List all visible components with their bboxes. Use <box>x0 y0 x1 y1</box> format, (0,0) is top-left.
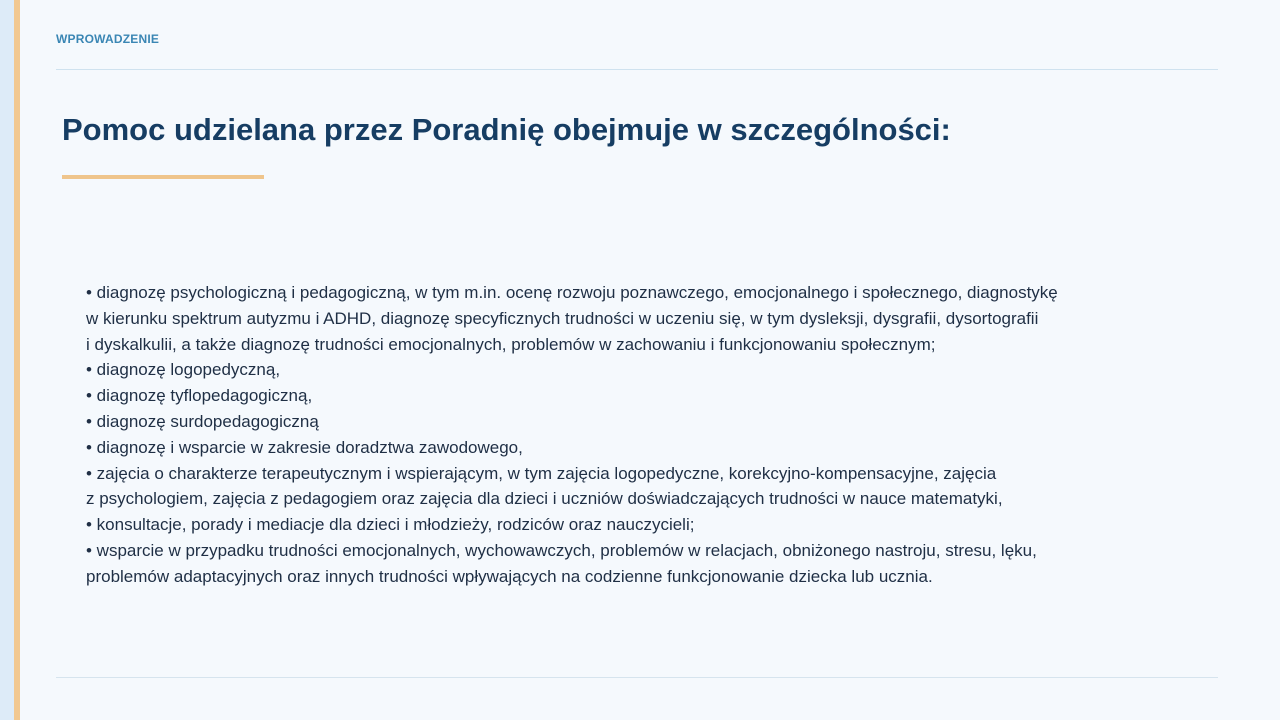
content-line: i dyskalkulii, a także diagnozę trudności emocjonalnych, problemów w zachowaniu i funkcjonowaniu społecznym; <box>86 334 936 354</box>
content-line: z psychologiem, zajęcia z pedagogiem oraz zajęcia dla dzieci i uczniów doświadczających trudności w nauce matematyki, <box>86 489 1003 509</box>
left-accent-stripe <box>14 0 20 720</box>
header-divider <box>56 69 1218 70</box>
content-list <box>86 280 1206 590</box>
content-line: • diagnozę psychologiczną i pedagogiczną, w tym m.in. ocenę rozwoju poznawczego, emocjonalnego i społecznego, diagnostykę <box>86 283 1058 302</box>
page-title: Pomoc udzielana przez Poradnię obejmuje w szczególności: <box>62 112 951 147</box>
content-line: • diagnozę i wsparcie w zakresie doradztwa zawodowego, <box>86 437 523 457</box>
title-underline <box>62 175 264 179</box>
section-label: WPROWADZENIE <box>56 32 160 46</box>
content-line: • konsultacje, porady i mediacje dla dzieci i młodzieży, rodziców oraz nauczycieli; <box>86 515 695 535</box>
content-line: • diagnozę logopedyczną, <box>86 360 281 380</box>
content-line: • diagnozę surdopedagogiczną <box>86 411 319 431</box>
left-decorative-band <box>0 0 14 720</box>
content-line: • diagnozę tyflopedagogiczną, <box>86 386 313 406</box>
footer-divider <box>56 677 1218 678</box>
content-line: • zajęcia o charakterze terapeutycznym i wspierającym, w tym zajęcia logopedyczne, korekcyjno-kompensacyjne, zajęcia <box>86 463 997 483</box>
content-line: problemów adaptacyjnych oraz innych trudności wpływających na codzienne funkcjonowanie dziecka lub ucznia. <box>86 566 933 586</box>
content-line: w kierunku spektrum autyzmu i ADHD, diagnozę specyficznych trudności w uczeniu się, w tym dysleksji, dysgrafii, dysortografii <box>86 308 1039 328</box>
content-line: • wsparcie w przypadku trudności emocjonalnych, wychowawczych, problemów w relacjach, obniżonego nastroju, stresu, lęku, <box>86 540 1037 560</box>
